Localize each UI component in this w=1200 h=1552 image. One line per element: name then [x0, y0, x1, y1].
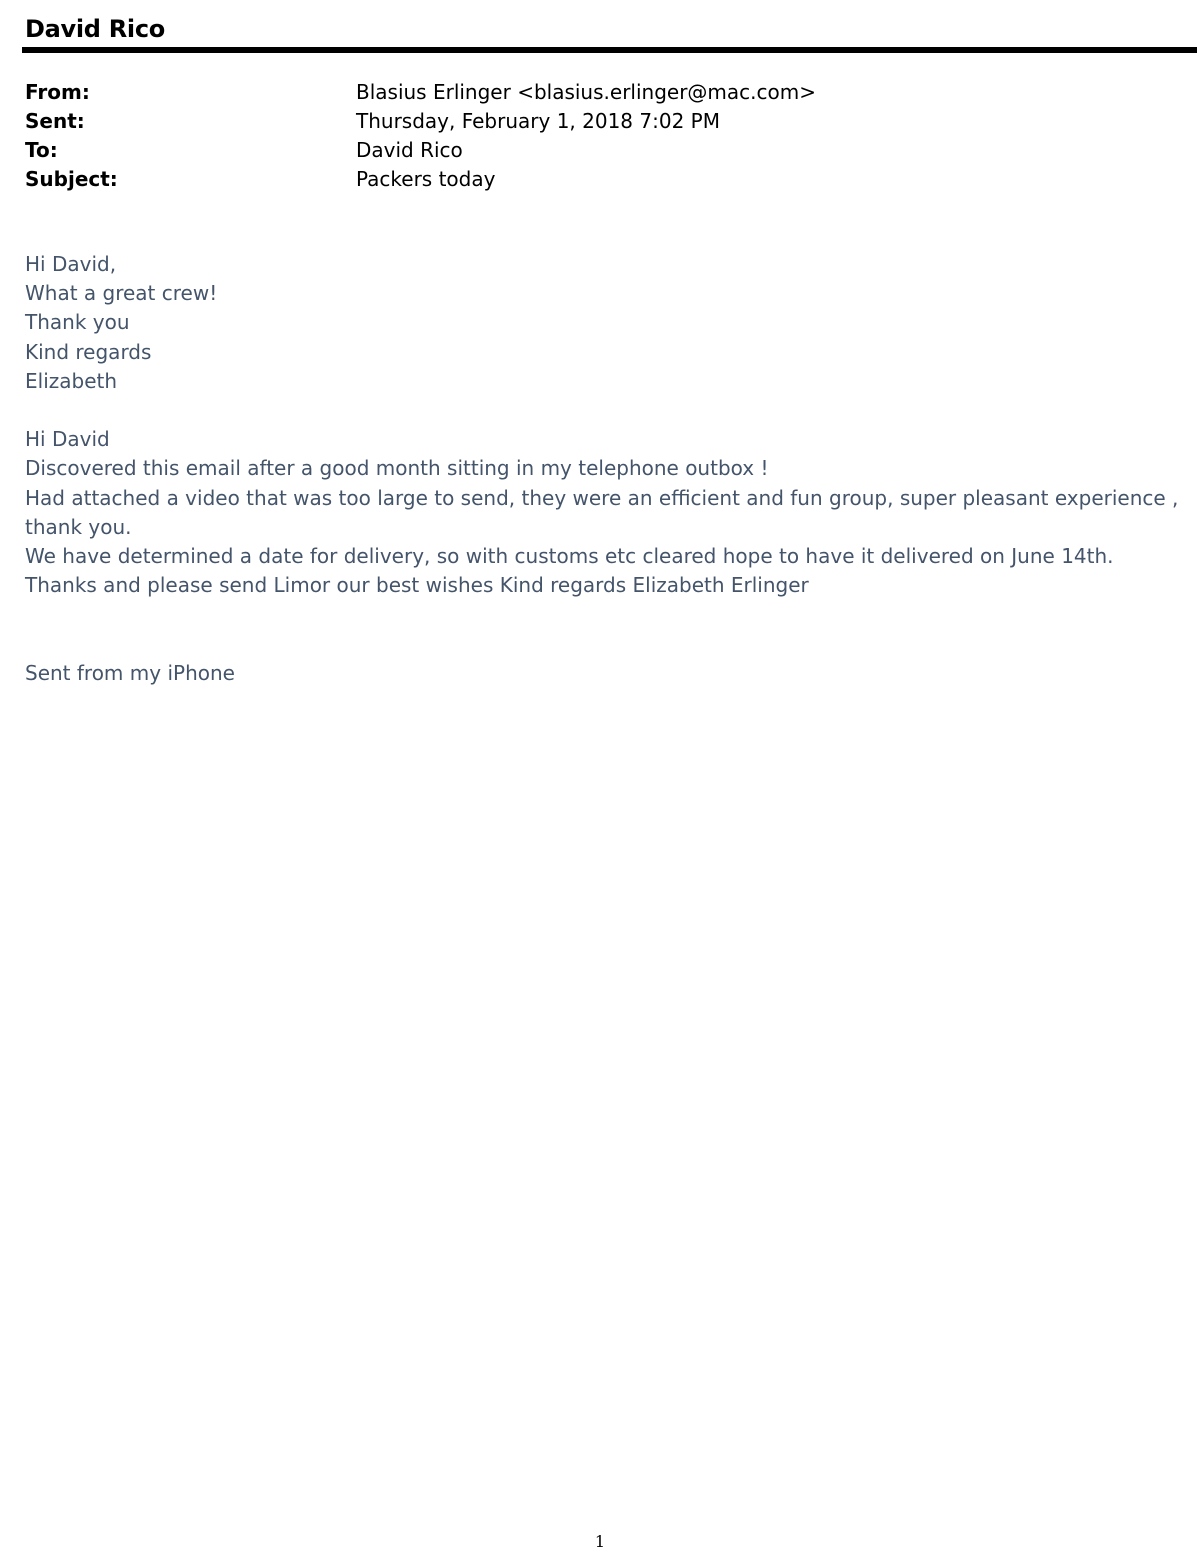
- subject-value: Packers today: [356, 167, 496, 191]
- email-header: [25, 78, 1175, 194]
- paragraph-gap: [25, 396, 1193, 425]
- paragraph-gap: [25, 600, 1193, 658]
- body-line: Hi David: [25, 427, 110, 452]
- body-line: Kind regards: [25, 339, 152, 364]
- sent-value: Thursday, February 1, 2018 7:02 PM: [356, 109, 720, 133]
- from-row: [25, 78, 1175, 107]
- sent-label: Sent:: [25, 109, 85, 133]
- body-line: Thank you: [25, 310, 130, 335]
- to-value: David Rico: [356, 138, 463, 162]
- sent-row: [25, 107, 1175, 136]
- subject-label: Subject:: [25, 167, 118, 191]
- body-line: Had attached a video that was too large to send, they were an efficient and fun group, super pleasant experience , thank you.: [25, 485, 1179, 539]
- body-line: Thanks and please send Limor our best wishes Kind regards Elizabeth Erlinger: [25, 573, 809, 598]
- email-body: [25, 250, 1193, 688]
- body-line: We have determined a date for delivery, so with customs etc cleared hope to have it delivered on June 14th.: [25, 544, 1114, 569]
- to-row: [25, 136, 1175, 165]
- subject-row: [25, 165, 1175, 194]
- from-label: From:: [25, 80, 90, 104]
- to-label: To:: [25, 138, 58, 162]
- from-value: Blasius Erlinger <blasius.erlinger@mac.com>: [356, 80, 816, 104]
- body-line: Discovered this email after a good month sitting in my telephone outbox !: [25, 456, 769, 481]
- body-line: Elizabeth: [25, 368, 118, 393]
- body-line: Hi David,: [25, 252, 117, 276]
- header-rule: [22, 47, 1197, 53]
- signature: Sent from my iPhone: [25, 660, 235, 685]
- page-number: 1: [594, 1532, 606, 1551]
- owner-name: David Rico: [25, 15, 165, 43]
- body-line: What a great crew!: [25, 281, 218, 306]
